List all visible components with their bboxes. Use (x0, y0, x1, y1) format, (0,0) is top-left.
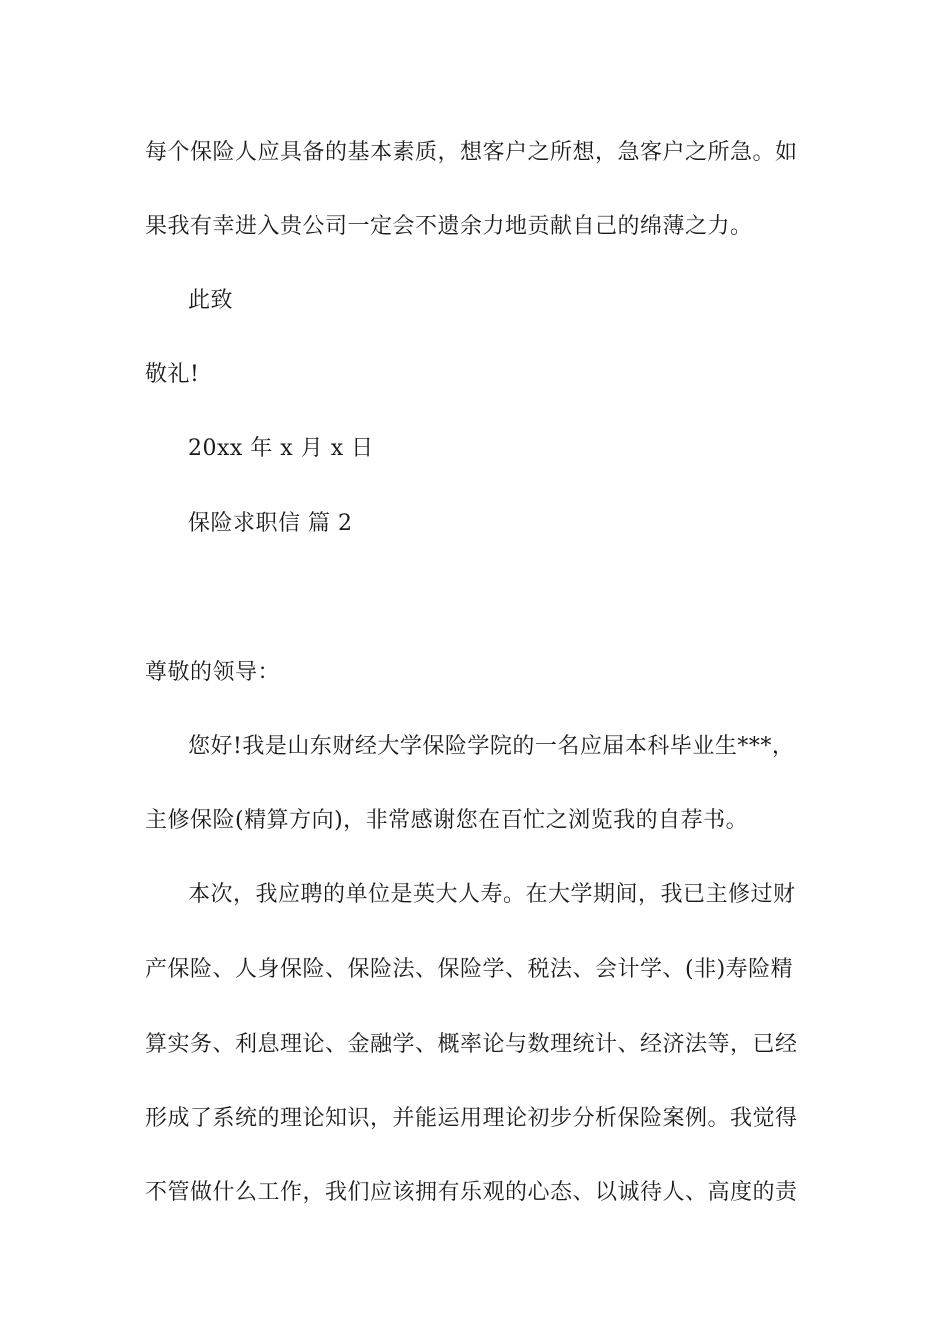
paragraph-line: 算实务、利息理论、金融学、概率论与数理统计、经济法等，已经 (145, 1032, 798, 1057)
section-heading: 保险求职信 篇 2 (188, 511, 353, 536)
letter-date: 20xx 年 x 月 x 日 (188, 436, 374, 461)
paragraph-line: 形成了系统的理论知识，并能运用理论初步分析保险案例。我觉得 (145, 1106, 798, 1131)
closing-regards: 敬礼! (145, 362, 200, 387)
closing-salutation: 此致 (188, 288, 234, 313)
paragraph-line: 产保险、人身保险、保险法、保险学、税法、会计学、(非)寿险精 (145, 957, 794, 982)
paragraph-line: 本次，我应聘的单位是英大人寿。在大学期间，我已主修过财 (188, 882, 796, 907)
paragraph-line: 不管做什么工作，我们应该拥有乐观的心态、以诚待人、高度的责 (145, 1180, 798, 1205)
paragraph-line: 您好!我是山东财经大学保险学院的一名应届本科毕业生***， (188, 734, 795, 759)
paragraph-line: 每个保险人应具备的基本素质，想客户之所想，急客户之所急。如 (145, 140, 798, 165)
letter-greeting: 尊敬的领导： (145, 660, 281, 685)
paragraph-line: 主修保险(精算方向)，非常感谢您在百忙之浏览我的自荐书。 (145, 808, 749, 833)
paragraph-line: 果我有幸进入贵公司一定会不遗余力地贡献自己的绵薄之力。 (145, 214, 753, 239)
